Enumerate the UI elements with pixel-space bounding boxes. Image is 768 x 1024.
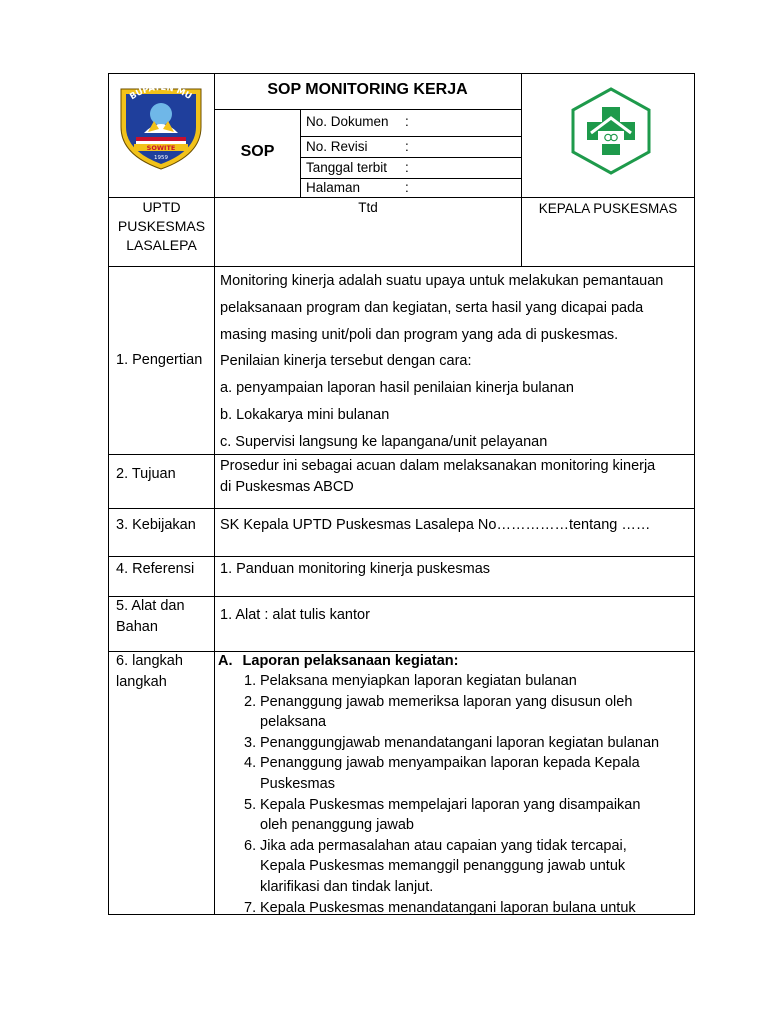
border-top: [108, 73, 695, 74]
kebijakan-text: SK Kepala UPTD Puskesmas Lasalepa No……………tentang ……: [220, 517, 651, 533]
unit-line-1: UPTD: [142, 199, 181, 215]
border-right: [694, 73, 695, 915]
langkah-steps: [215, 671, 693, 918]
pengertian-content: [220, 268, 663, 456]
kebijakan-label: 3. Kebijakan: [116, 517, 196, 533]
unit-line-2: PUSKESMAS: [117, 218, 206, 234]
pengertian-line: b. Lokakarya mini bulanan: [220, 406, 390, 423]
sop-label: SOP: [240, 143, 275, 160]
langkah-heading-letter: A.: [218, 653, 233, 669]
pengertian-line: c. Supervisi langsung ke lapangana/unit pelayanan: [220, 433, 548, 450]
field-tanggal-terbit-value: :: [405, 160, 409, 175]
border-row2-bottom: [108, 508, 695, 509]
pengertian-label: 1. Pengertian: [116, 352, 203, 368]
step-item: 6. Jika ada permasalahan atau capaian yang tidak tercapai, Kepala Puskesmas memanggil penanggung jawab untuk klarifikasi dan tindak lanjut.: [244, 837, 627, 895]
border-sop: [300, 109, 301, 198]
svg-text:1959: 1959: [154, 155, 168, 161]
referensi-text: 1. Panduan monitoring kinerja puskesmas: [220, 561, 491, 577]
border-row4-bottom: [108, 596, 695, 597]
field-tanggal-terbit-label: Tanggal terbit: [306, 160, 388, 175]
alat-text: 1. Alat : alat tulis kantor: [220, 607, 370, 623]
svg-text:SOWITE: SOWITE: [146, 144, 176, 152]
tujuan-line: di Puskesmas ABCD: [220, 478, 354, 495]
langkah-heading-text: Laporan pelaksanaan kegiatan:: [242, 653, 459, 669]
field-halaman-label: Halaman: [306, 180, 361, 195]
field-no-dokumen-label: No. Dokumen: [306, 114, 389, 129]
svg-text:KABUPATEN MUNA: BUPATEN MU: [128, 82, 194, 103]
field-no-revisi-value: :: [405, 139, 409, 154]
field-no-revisi-label: No. Revisi: [306, 139, 368, 154]
step-item: 2. Penanggung jawab memeriksa laporan yang disusun oleh pelaksana: [244, 693, 633, 731]
field-no-dokumen-value: :: [405, 114, 409, 129]
border-row3-bottom: [108, 556, 695, 557]
unit-name: [109, 198, 214, 255]
ttd-label: Ttd: [358, 200, 378, 215]
border-col3: [521, 73, 522, 267]
kabupaten-muna-logo: [114, 77, 208, 171]
tujuan-line: Prosedur ini sebagai acuan dalam melaksanakan monitoring kinerja: [220, 458, 656, 474]
referensi-label: 4. Referensi: [116, 561, 195, 577]
langkah-label: [116, 651, 183, 692]
unit-line-3: LASALEPA: [126, 237, 197, 253]
step-item: 1. Pelaksana menyiapkan laporan kegiatan bulanan: [244, 673, 577, 689]
step-item: 7. Kepala Puskesmas menandatangani laporan bulana untuk: [244, 899, 636, 916]
tujuan-content: [220, 456, 655, 497]
alat-label-line: 5. Alat dan: [116, 598, 185, 614]
langkah-label-line: 6. langkah: [116, 653, 183, 669]
border-unit-bottom: [108, 266, 695, 267]
border-field1-bottom: [300, 136, 521, 137]
pengertian-line: pelaksanaan program dan kegiatan, serta hasil yang dicapai pada: [220, 299, 644, 316]
page-title: SOP MONITORING KERJA: [267, 81, 468, 98]
pengertian-line: a. penyampaian laporan hasil penilaian kinerja bulanan: [220, 380, 574, 397]
pengertian-line: Penilaian kinerja tersebut dengan cara:: [220, 353, 472, 370]
tujuan-label: 2. Tujuan: [116, 466, 176, 482]
puskesmas-logo: [567, 85, 655, 177]
step-item: 5. Kepala Puskesmas mempelajari laporan yang disampaikan oleh penanggung jawab: [244, 796, 641, 834]
langkah-label-line: langkah: [116, 673, 167, 690]
border-field2-bottom: [300, 157, 521, 158]
pengertian-line: Monitoring kinerja adalah suatu upaya untuk melakukan pemantauan: [220, 273, 664, 289]
alat-label: [116, 596, 185, 637]
step-item: 3. Penanggungjawab menandatangani laporan kegiatan bulanan: [244, 734, 660, 751]
step-item: 4. Penanggung jawab menyampaikan laporan kepada Kepala Puskesmas: [244, 755, 640, 792]
field-halaman-value: :: [405, 180, 409, 195]
pengertian-line: masing masing unit/poli dan program yang ada di puskesmas.: [220, 326, 619, 343]
kepala-puskesmas-label: KEPALA PUSKESMAS: [538, 201, 678, 216]
border-title-bottom: [214, 109, 521, 110]
langkah-heading: [218, 651, 459, 671]
alat-label-line: Bahan: [116, 618, 158, 635]
